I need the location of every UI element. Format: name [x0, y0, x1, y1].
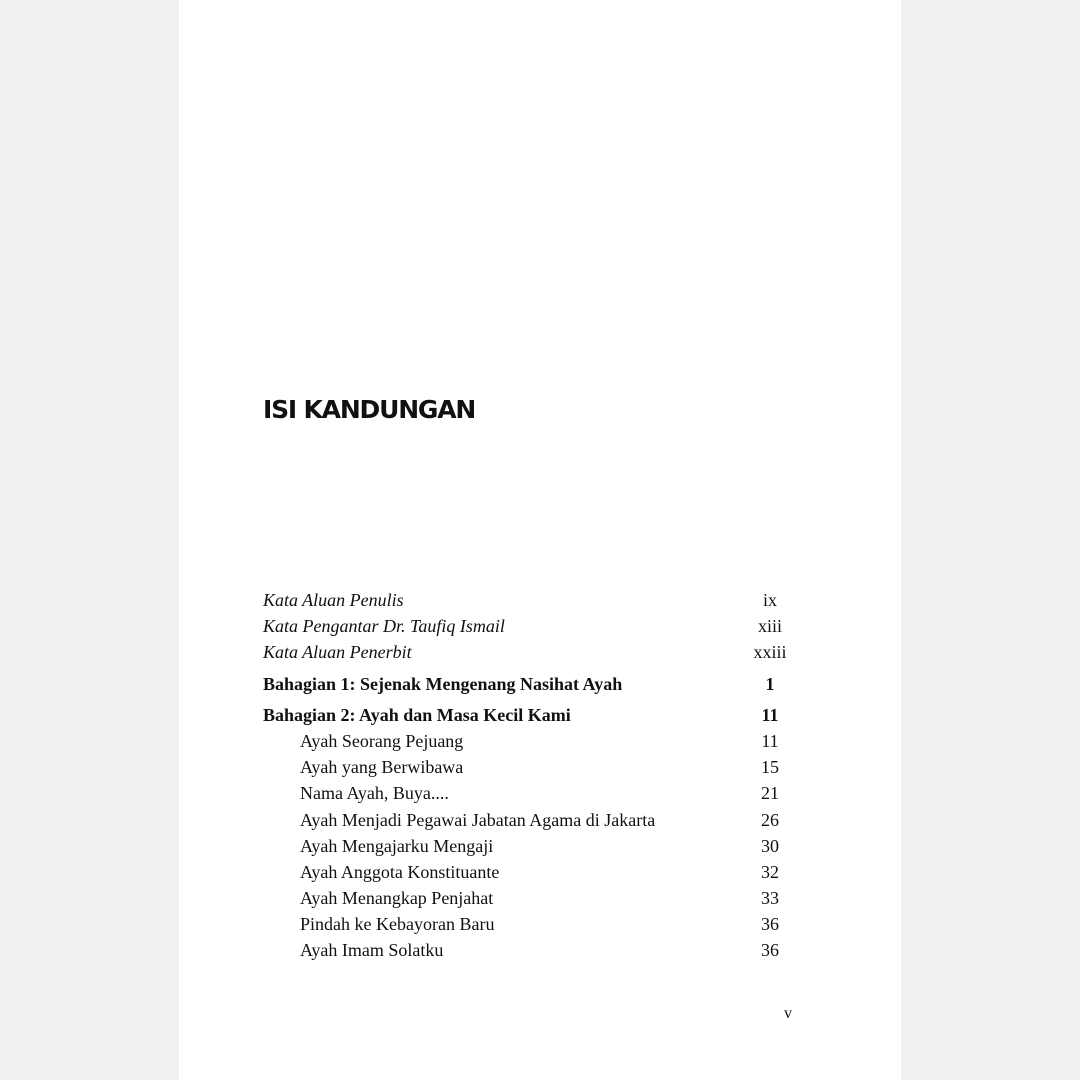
toc-entry-title: Nama Ayah, Buya.... [300, 783, 449, 804]
page-number: v [784, 1005, 792, 1022]
toc-entry [263, 613, 823, 639]
toc-entry-page: 32 [761, 861, 779, 882]
toc-entry-page: 15 [761, 757, 779, 778]
toc-entry-page: 21 [761, 783, 779, 804]
toc-entry-page: 1 [765, 673, 775, 694]
toc-entry-title: Ayah yang Berwibawa [300, 757, 464, 778]
toc-entry [263, 639, 823, 665]
toc-entry-page: 36 [761, 914, 779, 935]
toc-entry-title: Ayah Seorang Pejuang [300, 730, 464, 751]
toc-entry-title: Kata Aluan Penulis [263, 590, 404, 610]
toc-entry-title: Kata Aluan Penerbit [263, 642, 412, 663]
toc-entry-title: Ayah Mengajarku Mengaji [300, 835, 494, 856]
toc-part-entry [263, 671, 823, 697]
toc-chapter-entry [263, 728, 823, 754]
toc-entry-title: Ayah Imam Solatku [300, 940, 444, 961]
toc-entry-page: 11 [761, 704, 779, 725]
toc-entry-title: Ayah Menjadi Pegawai Jabatan Agama di Jakarta [300, 809, 656, 830]
toc-chapter-entry [263, 780, 823, 806]
toc-chapter-entry [263, 859, 823, 885]
book-page [179, 0, 901, 1080]
toc-entry-title: Ayah Anggota Konstituante [300, 861, 500, 882]
toc-entry-page: xxiii [753, 642, 787, 663]
toc-entry-page: 11 [761, 730, 779, 751]
toc-entry-page: 30 [761, 835, 779, 856]
toc-entry [263, 587, 823, 613]
toc-chapter-entry [263, 937, 823, 963]
toc-entry-page: xiii [757, 616, 782, 637]
toc-chapter-entry [263, 885, 823, 911]
toc-entry-title: Ayah Menangkap Penjahat [300, 888, 494, 909]
toc-entry-title: Kata Pengantar Dr. Taufiq Ismail [263, 616, 505, 637]
toc-entry-title: Bahagian 1: Sejenak Mengenang Nasihat Ayah [263, 673, 623, 694]
toc-chapter-entry [263, 807, 823, 833]
toc-entry-title: Bahagian 2: Ayah dan Masa Kecil Kami [263, 704, 571, 725]
toc-entry-title: Pindah ke Kebayoran Baru [300, 914, 495, 935]
toc-chapter-entry [263, 754, 823, 780]
toc-entry-page: 36 [761, 940, 779, 961]
toc-chapter-entry [263, 911, 823, 937]
toc-entry-page: 33 [761, 888, 779, 909]
toc-entry-page: 26 [761, 809, 779, 830]
toc-chapter-entry [263, 833, 823, 859]
toc-entry-page: ix [762, 590, 777, 610]
page-title: ISI KANDUNGAN [263, 395, 476, 424]
table-of-contents [263, 587, 823, 964]
toc-part-entry [263, 702, 823, 728]
